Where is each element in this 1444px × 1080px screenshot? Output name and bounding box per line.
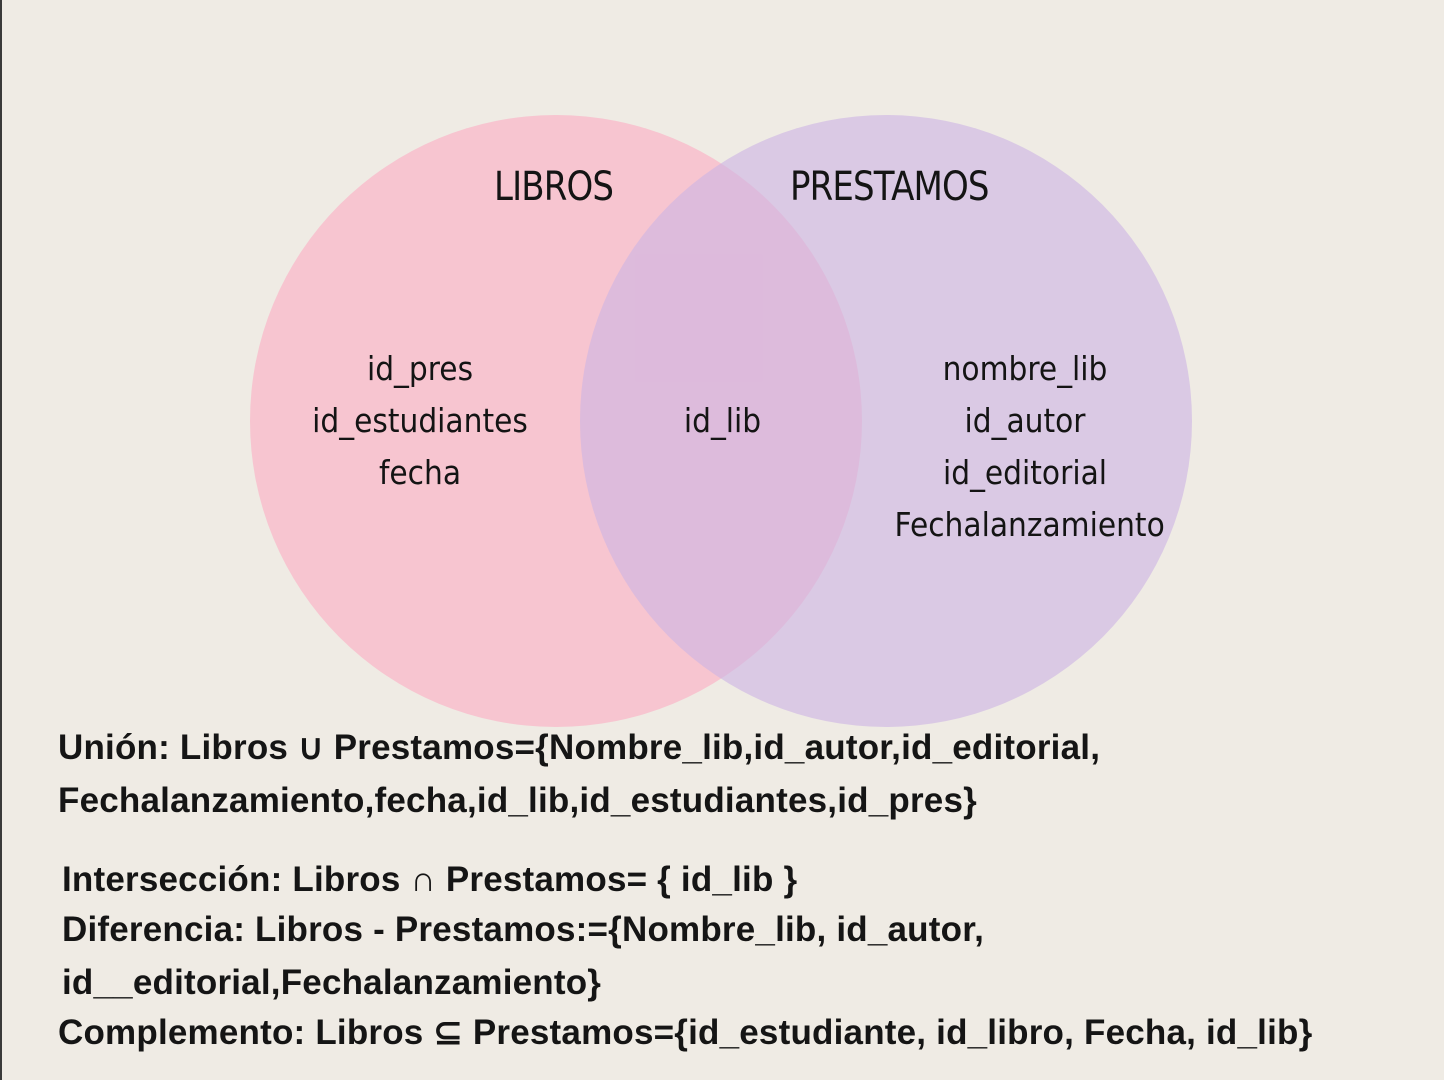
prestamos-title: PRESTAMOS (790, 164, 989, 210)
union-formula-line-2: Fechalanzamiento,fecha,id_lib,id_estudiantes,id_pres} (58, 781, 977, 820)
difference-formula-line-1: Diferencia: Libros - Prestamos:={Nombre_lib, id_autor, (62, 910, 985, 949)
attribute-item: id_editorial (942, 453, 1108, 492)
attribute-item: id_autor (964, 401, 1086, 440)
attribute-item: id_lib (683, 401, 762, 440)
intersection-formula: Intersección: Libros ∩ Prestamos= { id_lib } (62, 860, 798, 899)
attribute-item: fecha (378, 453, 462, 492)
left-only-attributes (290, 343, 550, 499)
intersection-attributes (640, 395, 805, 447)
difference-formula-line-2: id__editorial,Fechalanzamiento} (62, 963, 602, 1002)
libros-title: LIBROS (494, 164, 614, 210)
complement-formula: Complemento: Libros ⊆ Prestamos={id_estudiante, id_libro, Fecha, id_lib} (58, 1013, 1313, 1052)
right-only-attributes (880, 343, 1170, 551)
attribute-item: Fechalanzamiento (894, 505, 1165, 544)
union-formula-line-1: Unión: Libros ∪ Prestamos={Nombre_lib,id_autor,id_editorial, (58, 728, 1101, 767)
attribute-item: nombre_lib (942, 349, 1108, 388)
attribute-item: id_estudiantes (312, 401, 528, 440)
attribute-item: id_pres (366, 349, 474, 388)
